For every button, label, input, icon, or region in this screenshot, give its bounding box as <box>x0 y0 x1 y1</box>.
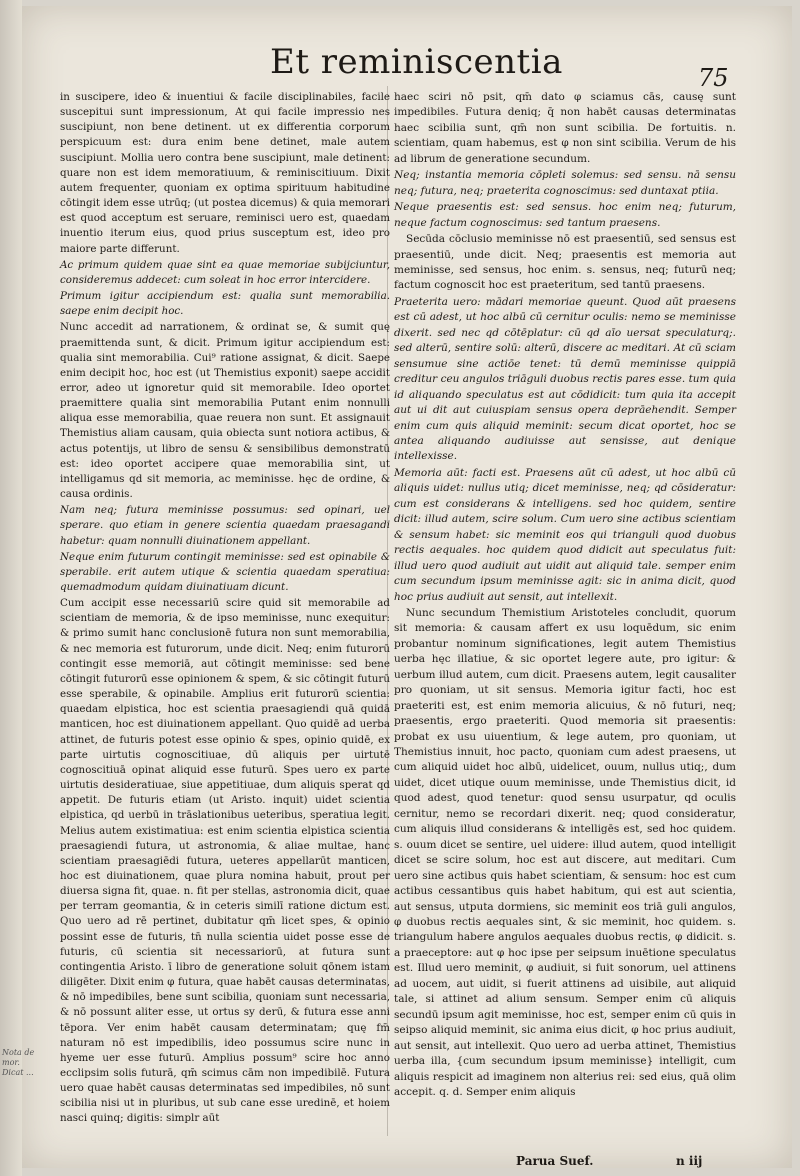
aristotle-text-paragraph: Nam neq; futura meminisse possumus: sed opinari, uel sperare. quo etiam in genere scientia quaedam praesagandi habetur: quam nonnulli diuinationem appellant. <box>60 504 390 547</box>
commentary-paragraph: Secūda cōclusio meminisse nō est praesentiū, sed sensus est praesentiū, unde dicit. Neq; praesentis est memoria aut meminisse, sed sensus, hoc enim. s. sensus, neq; futurū neq; factum cognoscit hoc est praeteritum, sed tantū praesens. <box>394 233 736 292</box>
folio-number: 75 <box>698 64 729 92</box>
catchword: Parua Suef. <box>516 1154 594 1168</box>
book-page <box>22 6 792 1168</box>
aristotle-text-paragraph: Neque enim futurum contingit meminisse: sed est opinabile & sperabile. erit autem utique & scientia quaedam speratiua: quemadmodum quidam diuinatiuam dicunt. <box>60 550 390 593</box>
right-column <box>394 90 736 1100</box>
commentary-paragraph: Cum accipit esse necessariū scire quid sit memorabile ad scientiam de memoria, & de ipso meminisse, nunc exequitur: & primo sumit hanc conclusionē futura non sunt memorabilia, & nec memoria est futurorum, unde dicit. Neq; enim futurorū contingit esse memoriā, aut cōtingit meminisse: sed bene cōtingit futurorū esse opinionem & spem, & sic cōtingit futurū esse sperabile, & opinabile. Amplius erit futurorū scientia: quaedam elpistica, hoc est scientia praesagiendi quā quidā manticen, hoc est diuinationem appellant. Quo quidē ad uerba attinet, de futuris potest esse opinio & spes, opinio quidē, ex parte uirtutis cognoscitiuae, dū aliquis per uirtutē cognoscitiuā opinat aliquid esse futurū. Spes uero ex parte uirtutis desideratiuae, siue appetitiuae, dum aliquis sperat qd appetit. De futuris etiam (ut Aristo. inquit) uidet scientia elpistica, qd uerbū in trāslationibus ueteribus, speratiua legit. Melius autem existimatiua: est enim scientia elpistica scientia praesagiendi futura, ut astronomia, & aliae multae, hanc scientiam praesagiēdi futura, ueteres appellarūt manticen, hoc est diuinationem, quae plura nomina habuit, prout per diuersa signa fit, quae. n. fit per stellas, astronomia dicit, quae per terram geomantia, & in ceteris similī ratione dictum est. Quo uero ad rē pertinet, dubitatur qm̄ licet spes, & opinio possint esse de futuris, tn̄ nulla scientia uidet posse esse de futuris, cū scientia sit necessariorū, at futura sunt contingentia Aristo. ī libro de generatione soluit qōnem istam diligēter. Dixit enim φ futura, quae habēt causas determinatas, & nō impedibiles, bene sunt scibilia, quoniam sunt necessaria, & nō possunt aliter esse, ut ortus sy derū, & futura esse anni tēpora. Ver enim habēt causam determinatam; quę fm̄ naturam nō est impedibilis, ideo possumus scire nunc in hyeme uer esse futurū. Amplius possum⁹ scire hoc anno ecclipsim solis futurā, qm̄ scimus cām non impedibilē. Futura uero quae habēt causas determinatas sed impedibiles, nō sunt scibilia nisi ut in pluribus, ut sub cane esse uredinē, et hoiem nasci quinq; digitis: simplr aūt <box>60 597 390 1125</box>
commentary-paragraph: haec sciri nō psit, qm̄ dato φ sciamus cās, causę sunt impedibiles. Futura deniq; q̄ non habēt causas determinatas haec scibilia sunt, qm̄ non sunt scibilia. De fortuitis. n. scientiam, quam habemus, est φ non sint scibilia. Verum de his ad librum de generatione secundum. <box>394 91 736 165</box>
left-column <box>60 90 390 1127</box>
aristotle-text-paragraph: Ac primum quidem quae sint ea quae memoriae subijciuntur, consideremus addecet: cum soleat in hoc error intercidere. <box>60 258 390 286</box>
commentary-paragraph: in suscipere, ideo & inuentiui & facile disciplinabiles, facile suscepitui sunt impressionum, At qui facile impressio nes suscipiunt, non bene detinent. ut ex differentia corporum perspicuum est: dura enim bene detinet, male autem suscipiunt. Mollia uero contra bene suscipiunt, male detinent: quare non est idem memoratiuum, & reminiscitiuum. Dixit autem frequenter, quoniam ex optima spirituum habitudine cōtingit idem esse utrūq; (ut postea dicemus) & quia memorari est quod acceptum est seruare, reminisci uero est, quaedam inuentio iterum eius, quod prius susceptum est, ideo pro maiore parte differunt. <box>60 91 390 255</box>
running-title: Et reminiscentia <box>270 42 563 82</box>
margin-note: Nota de mor. Dicat ... <box>2 1048 35 1077</box>
aristotle-text-paragraph: Primum igitur accipiendum est: qualia sunt memorabilia. saepe enim decipit hoc. <box>60 290 390 318</box>
page-gutter <box>0 0 22 1176</box>
commentary-paragraph: Nunc secundum Themistium Aristoteles concludit, quorum sit memoria: & causam affert ex usu loquēdum, sic enim probantur nominum significationes, legit autem Themistius uerba hęc illatiue, & sic oportet legere aute, pro igitur: & uerbum illud autem, cum dicit. Praesens autem, legit causaliter pro quoniam, ut sit sensus. Memoria igitur facti, hoc est praeteriti est, est enim memoria alicuius, & nō futuri, neq; praesentis, ergo praeteriti. Quod memoria sit praesentis: probat ex usu uiuentium, & lege autem, pro quoniam, ut Themistius innuit, hoc pacto, quoniam cum adest praesens, ut cum aliquid uidet hoc albū, uidelicet, ouum, nullus utiq;, dum uidet, dicet utique ouum meminisse, unde Themistius dicit, id quod adest, quod tenetur: quod sensu usurpatur, qd oculis cernitur, nemo se recordari dixerit. neq; quod consideratur, cum aliquis illud considerans & intelligēs est, sed hoc quidem. s. ouum dicet se sentire, uel uidere: illud autem, quod intelligit dicet se scire solum, hoc est aut discere, aut meditari. Cum uero sine actibus quis habet scientiam, & sensum: hoc est cum actibus cessantibus quis habet habitum, qui est aut scientia, aut sensus, utputa dormiens, sic meminit eos triā guli angulos, φ duobus rectis aequales sint, & sic meminit, hoc quidem. s. triangulum habere angulos aequales duobus rectis, φ didicit. s. a praeceptore: aut φ hoc ipse per seipsum inuētione speculatus est. Illud uero meminit, φ audiuit, si fuit sonorum, uel attinens ad uocem, aut uidit, si fuerit attinens ad uisibile, aut aliquid tale, si attinet ad alium sensum. Semper enim cū aliquis secundū ipsum agit meminisse, hoc est, semper enim cū quis in seipso aliquid meminit, sic anima eius dicit, φ hoc prius audiuit, aut sensit, aut intellexit. Quo uero ad uerba attinet, Themistius uerba illa, {cum secundum ipsum meminisse} intelligit, cum aliquis respicit ad imaginem non alterius rei: sed eius, quā olim accepit. q. d. Semper enim aliquis <box>394 606 736 1098</box>
commentary-paragraph: Nunc accedit ad narrationem, & ordinat se, & sumit quę praemittenda sunt, & dicit. Primum igitur accipiendum est: qualia sint memorabilia. Cui⁹ ratione assignat, & dicit. Saepe enim decipit hoc, hoc est (ut Themistius exponit) saepe accidit error, adeo ut ignoretur quid sit memorabile. Ideo oportet praemittere qualia sint memorabilia Putant enim nonnulli aliqua esse memorabilia, quae reuera non sunt. Et assignauit Themistius aliam causam, quia obiecta sunt notiora actibus, & actus potentijs, ut libro de sensu & sensibilibus demonstratū est: ideo oportet accipere quae memorabilia sint, ut intelligamus qd sit memoria, ac meminisse. hęc de ordine, & causa ordinis. <box>60 321 390 501</box>
aristotle-text-paragraph: Praeterita uero: mādari memoriae queunt. Quod aūt praesens est cū adest, ut hoc albū cū cernitur oculis: nemo se meminisse dixerit. sed nec qd cōtēplatur: cū qd aīo uersat speculaturq;. sed alterū, sentire solū: alterū, discere ac meditari. At cū sciam sensumue sine actiōe tenet: tū demū meminisse quippiā creditur ceu angulos triāguli duobus rectis pares esse. tum quia id aliquando speculatus est aut cōdidicit: tum quia ita accepit aut ui dit aut cuiuspiam sensus opera deprāehendit. Semper enim cum quis aliquid meminit: secum dicat oportet, hoc se antea aliquando audiuisse aut sensisse, aut denique intellexisse. <box>394 295 736 463</box>
signature-mark: n iij <box>676 1154 703 1168</box>
aristotle-text-paragraph: Memoria aūt: facti est. Praesens aūt cū adest, ut hoc albū cū aliquis uidet: nullus utiq; dicet meminisse, neq; qd cōsideratur: cum est considerans & intelligens. sed hoc quidem, sentire dicit: illud autem, scire solum. Cum uero sine actibus scientiam & sensum habet: sic meminit eos qui trianguli quod duobus rectis aequales. hoc quidem quod didicit aut speculatus fuit: illud uero quod audiuit aut uidit aut aliquid tale. semper enim cum secundum ipsum meminisse agit: sic in anima dicit, quod hoc prius audiuit aut sensit, aut intellexit. <box>394 466 736 603</box>
aristotle-text-paragraph: Neq; instantia memoria cōpleti solemus: sed sensu. nā sensu neq; futura, neq; praeterita cognoscimus: sed duntaxat ptiia. <box>394 169 736 197</box>
aristotle-text-paragraph: Neque praesentis est: sed sensus. hoc enim neq; futurum, neque factum cognoscimus: sed tantum praesens. <box>394 201 736 229</box>
